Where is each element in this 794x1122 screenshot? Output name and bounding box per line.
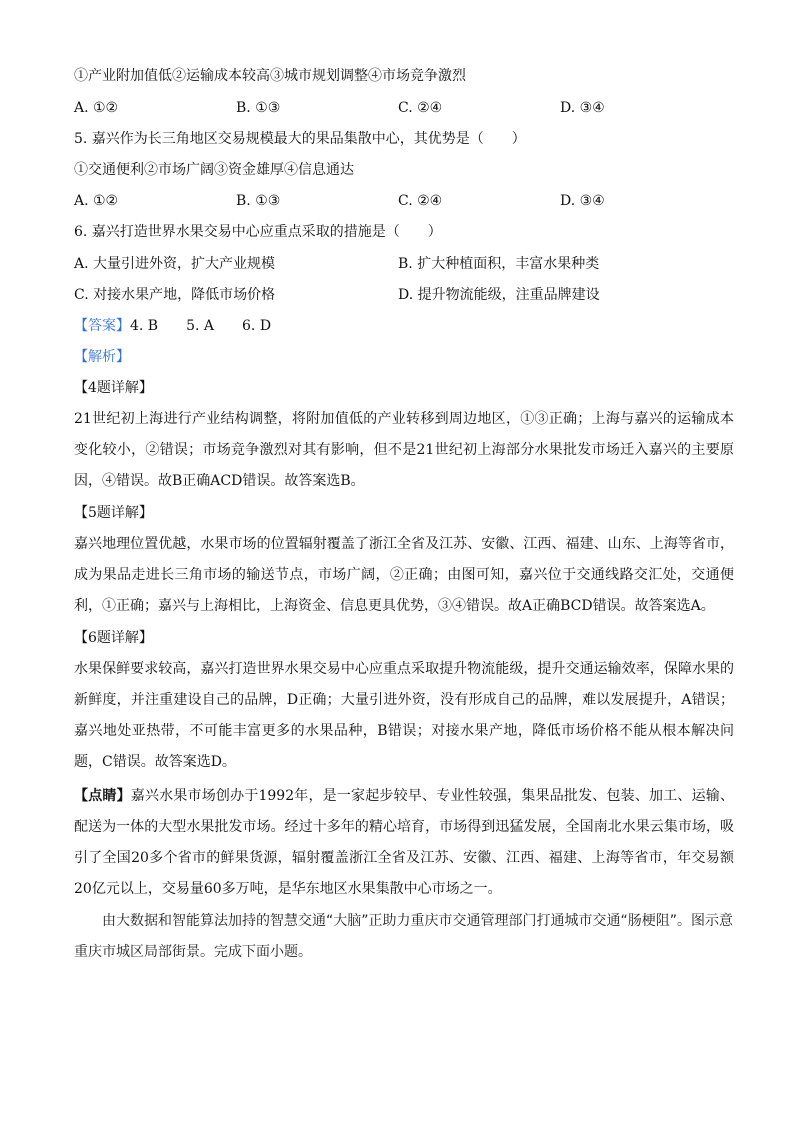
q6-option-d: D. 提升物流能级，注重品牌建设: [398, 287, 600, 303]
answer-text: 4. B 5. A 6. D: [130, 318, 272, 334]
detail6-text: 水果保鲜要求较高，嘉兴打造世界水果交易中心应重点采取提升物流能级，提升交通运输效率，保障水果的新鲜度，并注重建设自己的品牌，D正确；大量引进外资，没有形成自己的品牌，难以发展提升，A错误；嘉兴地处亚热带，不可能丰富更多的水果品种，B错误；对接水果产地，降低市场价格不能从根本解决问题，C错误。故答案选D。: [74, 661, 734, 770]
q4-options: [74, 98, 734, 118]
q4-option-d: D. ③④: [560, 100, 605, 116]
analysis-label: 【解析】: [74, 349, 130, 365]
q4-option-a: A. ①②: [74, 100, 119, 116]
q5-option-c: C. ②④: [398, 193, 443, 209]
q5-choices: ①交通便利②市场广阔③资金雄厚④信息通达: [74, 162, 354, 178]
detail5-text: 嘉兴地理位置优越，水果市场的位置辐射覆盖了浙江全省及江苏、安徽、江西、福建、山东、上海等省市，成为果品走进长三角市场的输送节点，市场广阔，②正确；由图可知，嘉兴位于交通线路交汇处，交通便利，①正确；嘉兴与上海相比，上海资金、信息更具优势，③④错误。故A正确BCD错误。故答案选A。: [74, 536, 734, 614]
q6-option-a: A. 大量引进外资，扩大产业规模: [74, 256, 276, 272]
q5-stem: 5. 嘉兴作为长三角地区交易规模最大的果品集散中心，其优势是（ ）: [74, 131, 526, 147]
q5-option-d: D. ③④: [560, 193, 605, 209]
q5-option-b: B. ①③: [236, 193, 281, 209]
next-section-intro: 由大数据和智能算法加持的智慧交通“大脑”正助力重庆市交通管理部门打通城市交通“肠梗阻”。图示意重庆市城区局部街景。完成下面小题。: [74, 913, 734, 960]
detail5-heading: 【5题详解】: [74, 505, 153, 521]
q6-stem: 6. 嘉兴打造世界水果交易中心应重点采取的措施是（ ）: [74, 224, 442, 240]
detail4-text: 21世纪初上海进行产业结构调整，将附加值低的产业转移到周边地区，①③正确；上海与嘉兴的运输成本变化较小，②错误；市场竞争激烈对其有影响，但不是21世纪初上海部分水果批发市场迁入嘉兴的主要原因，④错误。故B正确ACD错误。故答案选B。: [74, 411, 734, 489]
q4-choices: ①产业附加值低②运输成本较高③城市规划调整④市场竞争激烈: [74, 68, 466, 84]
q5-options: [74, 191, 734, 211]
detail6-heading: 【6题详解】: [74, 630, 153, 646]
q6-option-c: C. 对接水果产地，降低市场价格: [74, 287, 276, 303]
comment-text: 嘉兴水果市场创办于1992年，是一家起步较早、专业性较强，集果品批发、包装、加工、运输、配送为一体的大型水果批发市场。经过十多年的精心培育，市场得到迅猛发展，全国南北水果云集市场，吸引了全国20多个省市的鲜果货源，辐射覆盖浙江全省及江苏、安徽、江西、福建、上海等省市，年交易额20亿元以上，交易量60多万吨，是华东地区水果集散中心市场之一。: [74, 788, 734, 897]
q6-options-row2: [74, 285, 734, 305]
comment-block: [74, 781, 734, 905]
answer-label: 【答案】: [74, 318, 130, 334]
q4-option-c: C. ②④: [398, 100, 443, 116]
answer-line: [74, 316, 734, 336]
analysis-line: [74, 347, 734, 367]
detail4-heading: 【4题详解】: [74, 380, 153, 396]
comment-label: 【点睛】: [74, 788, 131, 804]
q5-option-a: A. ①②: [74, 193, 119, 209]
q6-options-row1: [74, 254, 734, 274]
q4-option-b: B. ①③: [236, 100, 281, 116]
q6-option-b: B. 扩大种植面积，丰富水果种类: [398, 256, 600, 272]
